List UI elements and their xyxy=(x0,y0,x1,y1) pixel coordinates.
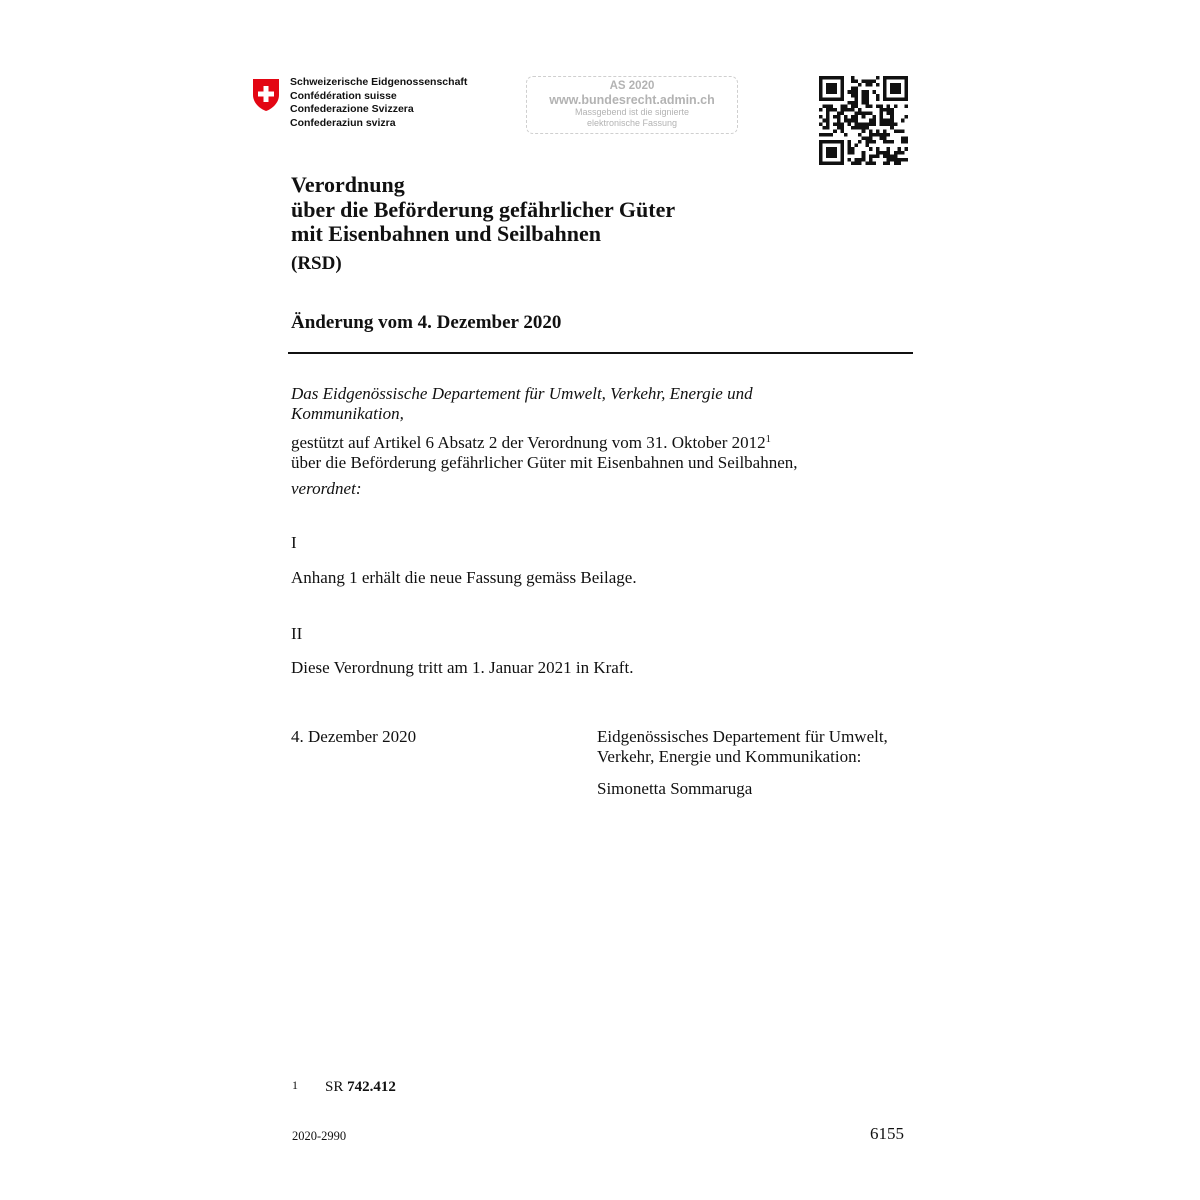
authority-names xyxy=(290,76,467,130)
section-text: Diese Verordnung tritt am 1. Januar 2021 in Kraft. xyxy=(291,658,634,677)
official-collection-stamp xyxy=(526,76,738,134)
signatory-name: Simonetta Sommaruga xyxy=(597,779,753,798)
federal-logo xyxy=(252,76,532,136)
title-divider xyxy=(288,352,913,354)
signature-department-line: Eidgenössisches Departement für Umwelt, xyxy=(597,727,888,746)
amendment-date: Änderung vom 4. Dezember 2020 xyxy=(291,312,562,333)
footnote-reference: 742.412 xyxy=(347,1079,396,1095)
stamp-title: AS 2020 xyxy=(609,80,655,92)
signature-date: 4. Dezember 2020 xyxy=(291,727,417,746)
qr-code-icon xyxy=(819,76,908,165)
document-title xyxy=(291,173,675,276)
signature-department-line: Verkehr, Energie und Kommunikation: xyxy=(597,747,862,766)
swiss-crest-icon xyxy=(252,78,280,112)
footnote-number: 1 xyxy=(292,1078,298,1092)
signature-department xyxy=(597,727,888,767)
footnote-prefix: SR xyxy=(325,1079,344,1095)
preamble-basis-text: gestützt auf Artikel 6 Absatz 2 der Verordnung vom 31. Oktober 2012 xyxy=(291,433,766,452)
title-abbreviation: (RSD) xyxy=(291,252,342,274)
stamp-note: elektronische Fassung xyxy=(586,117,678,128)
preamble-verb: verordnet: xyxy=(291,479,362,498)
title-line: mit Eisenbahnen und Seilbahnen xyxy=(291,221,601,246)
document-id: 2020-2990 xyxy=(292,1129,347,1143)
title-line: über die Beförderung gefährlicher Güter xyxy=(291,196,676,222)
authority-name-fr: Confédération suisse xyxy=(290,89,397,102)
section-text: Anhang 1 erhält die neue Fassung gemäss Beilage. xyxy=(291,568,637,587)
preamble-basis-line: über die Beförderung gefährlicher Güter mit Eisenbahnen und Seilbahnen, xyxy=(291,453,798,472)
authority-name-de: Schweizerische Eidgenossenschaft xyxy=(290,76,468,88)
page-number: 6155 xyxy=(870,1124,904,1143)
preamble-authority xyxy=(291,384,753,424)
stamp-site: www.bundesrecht.admin.ch xyxy=(549,93,715,107)
stamp-note: Massgebend ist die signierte xyxy=(574,107,690,117)
title-line: Verordnung xyxy=(291,172,405,197)
preamble-authority-line: Das Eidgenössische Departement für Umwelt, Verkehr, Energie und xyxy=(291,384,753,403)
preamble-authority-line: Kommunikation, xyxy=(291,404,404,423)
footnote-text xyxy=(325,1079,396,1096)
authority-name-rm: Confederaziun svizra xyxy=(290,116,396,129)
authority-name-it: Confederazione Svizzera xyxy=(290,103,414,116)
section-number: I xyxy=(291,533,297,552)
preamble-legal-basis xyxy=(291,430,798,473)
preamble-basis-line xyxy=(291,430,798,453)
section-number: II xyxy=(291,624,303,643)
footnote-mark: 1 xyxy=(765,434,771,445)
